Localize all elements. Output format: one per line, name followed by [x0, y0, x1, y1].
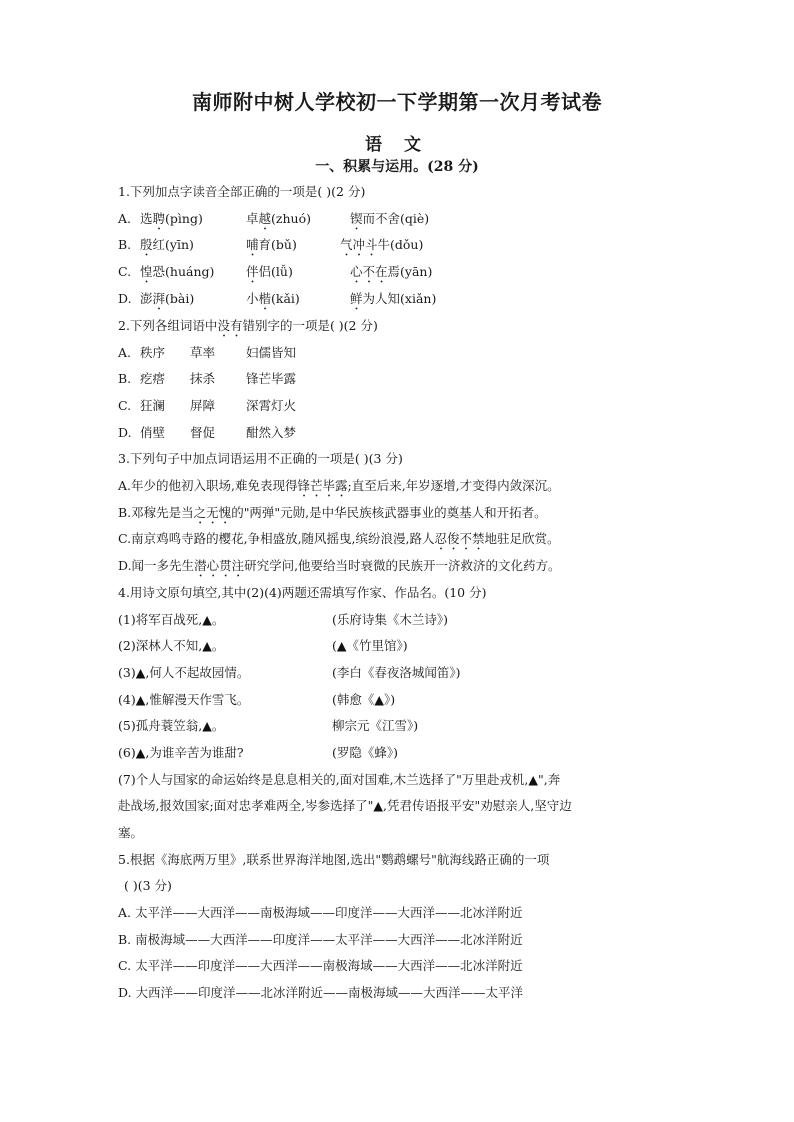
- q5-option-b: B. 南极海域——大西洋——印度洋——太平洋——大西洋——北冰洋附近: [118, 932, 523, 947]
- q4-item-1: (1)将军百战死,▲。 (乐府诗集《木兰诗》): [118, 612, 449, 627]
- q4-item-7-line-3: 塞。: [118, 825, 144, 840]
- q4-item-5: (5)孤舟蓑笠翁,▲。 柳宗元《江雪》): [118, 718, 419, 733]
- q1-option-d: D. 澎湃(bài) 小楷(kǎi) 鲜为人知(xiǎn): [118, 290, 678, 308]
- question-5-stem-2: ( )(3 分): [124, 878, 172, 893]
- subject-heading: 语 文: [365, 135, 429, 155]
- blank-marker: ▲: [336, 638, 347, 653]
- q1-b-word-3: 气冲斗牛(dǒu): [340, 237, 424, 252]
- q2-option-a: A. 秩序 草率 妇儒皆知: [118, 345, 297, 360]
- question-3-stem: 3.下列句子中加点词语运用不正确的一项是( )(3 分): [118, 451, 403, 466]
- q3-option-c: C.南京鸡鸣寺路的樱花,争相盛放,随风摇曳,缤纷浪漫,路人忍俊不禁地驻足欣赏。: [118, 531, 560, 546]
- blank-marker: ▲: [373, 798, 384, 813]
- q4-item-2: (2)深林人不知,▲。 (▲《竹里馆》): [118, 638, 408, 653]
- q1-a-word-3: 锲而不舍(qiè): [350, 211, 430, 226]
- q4-item-4: (4)▲,惟解漫天作雪飞。 (韩愈《▲》): [118, 692, 396, 707]
- blank-marker: ▲: [135, 745, 146, 760]
- blank-marker: ▲: [135, 692, 146, 707]
- exam-title: 南师附中树人学校初一下学期第一次月考试卷: [192, 90, 602, 114]
- q1-option-c: C. 惶恐(huáng) 伴侣(lǚ) 心不在焉(yān): [118, 263, 678, 281]
- q1-option-a: A. 选聘(pìng) 卓越(zhuó) 锲而不舍(qiè): [118, 210, 678, 228]
- q1-c-word-3: 心不在焉(yān): [350, 264, 433, 279]
- q4-item-7-line-2: 赴战场,报效国家;面对忠孝难两全,岑参选择了"▲,凭君传语报平安"劝慰亲人,坚守边: [118, 798, 572, 813]
- q1-b-word-1: 殷红(yīn): [140, 237, 194, 252]
- blank-marker: ▲: [202, 638, 212, 653]
- q4-item-6: (6)▲,为谁辛苦为谁甜? (罗隐《蜂》): [118, 745, 399, 760]
- q1-d-word-1: 澎湃(bài): [140, 291, 195, 306]
- q1-a-word-1: 选聘(pìng): [140, 211, 203, 226]
- blank-marker: ▲: [135, 665, 146, 680]
- q3-option-b: B.邓稼先是当之无愧的"两弹"元勋,是中华民族核武器事业的奠基人和开拓者。: [118, 505, 547, 520]
- question-2-stem: 2.下列各组词语中没有错别字的一项是( )(2 分): [118, 318, 378, 333]
- question-5-stem: 5.根据《海底两万里》,联系世界海洋地图,选出"鹦鹉螺号"航海线路正确的一项: [118, 852, 550, 867]
- blank-marker: ▲: [374, 692, 385, 707]
- blank-marker: ▲: [202, 612, 212, 627]
- q1-c-word-2: 伴侣(lǚ): [246, 264, 293, 279]
- q4-item-3: (3)▲,何人不起故园情。 (李白《春夜洛城闻笛》): [118, 665, 461, 680]
- blank-marker: ▲: [202, 718, 212, 733]
- q3-option-a: A.年少的他初入职场,难免表现得锋芒毕露;直至后来,年岁逐增,才变得内敛深沉。: [118, 478, 560, 493]
- q1-b-word-2: 哺育(bǔ): [246, 237, 297, 252]
- blank-marker: ▲: [528, 772, 539, 787]
- q5-option-a: A. 太平洋——大西洋——南极海域——印度洋——大西洋——北冰洋附近: [118, 905, 523, 920]
- question-4-stem: 4.用诗文原句填空,其中(2)(4)两题还需填写作家、作品名。(10 分): [118, 585, 487, 600]
- q1-option-b: B. 殷红(yīn) 哺育(bǔ) 气冲斗牛(dǒu): [118, 236, 678, 254]
- section-heading: 一、积累与运用。(28 分): [315, 159, 479, 175]
- q2-option-c: C. 狂澜 屏障 深霄灯火: [118, 398, 297, 413]
- q1-c-word-1: 惶恐(huáng): [140, 264, 215, 279]
- q4-item-7-line-1: (7)个人与国家的命运始终是息息相关的,面对国难,木兰选择了"万里赴戎机,▲",奔: [118, 772, 561, 787]
- q2-option-d: D. 俏壁 督促 酣然入梦: [118, 425, 297, 440]
- question-1-stem: 1.下列加点字读音全部正确的一项是( )(2 分): [118, 184, 366, 199]
- q1-d-word-2: 小楷(kǎi): [246, 291, 300, 306]
- q1-a-word-2: 卓越(zhuó): [246, 211, 311, 226]
- q5-option-d: D. 大西洋——印度洋——北冰洋附近——南极海域——大西洋——太平洋: [118, 985, 524, 1000]
- q3-option-d: D.闻一多先生潜心贯注研究学问,他要给当时衰微的民族开一济救济的文化药方。: [118, 558, 561, 573]
- q1-d-word-3: 鲜为人知(xiǎn): [350, 291, 437, 306]
- q2-option-b: B. 疙瘩 抹杀 锋芒毕露: [118, 371, 297, 386]
- q5-option-c: C. 太平洋——印度洋——大西洋——南极海域——大西洋——北冰洋附近: [118, 958, 523, 973]
